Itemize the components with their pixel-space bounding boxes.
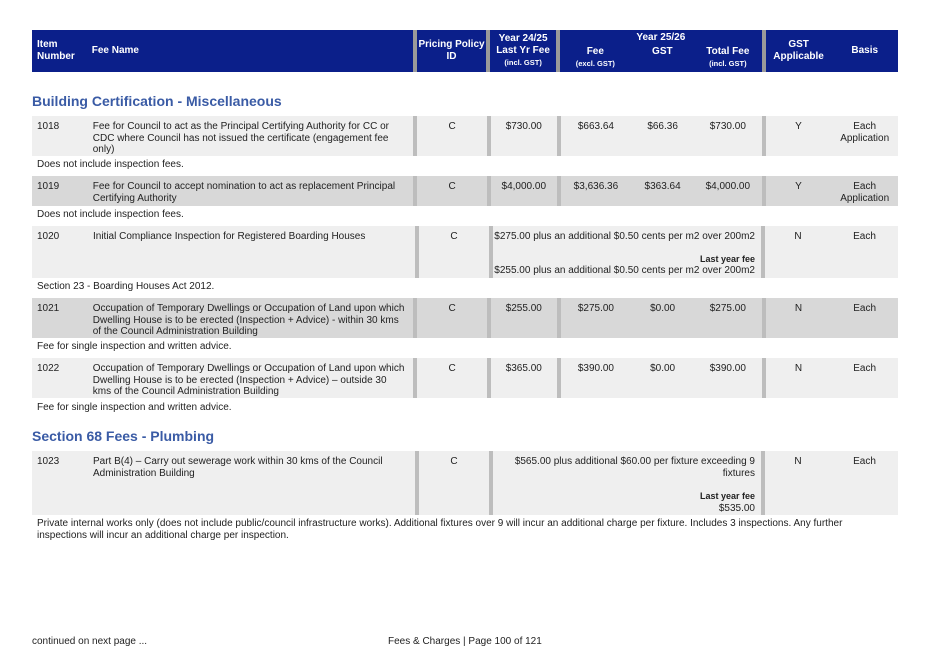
fee-name: Fee for Council to act as the Principal Certifying Authority for CC or CDC where Council has not issued the certificate (engagement fee only) xyxy=(92,121,389,155)
pricing-policy: C xyxy=(450,456,458,467)
gst-amount: $0.00 xyxy=(650,303,676,314)
basis: Each Application xyxy=(840,181,890,204)
section-title: Section 68 Fees - Plumbing xyxy=(32,428,215,444)
table-row xyxy=(32,298,898,338)
gst-applicable: Y xyxy=(795,181,802,192)
row-note: Section 23 - Boarding Houses Act 2012. xyxy=(32,280,898,293)
last-yr-fee: $255.00 xyxy=(505,303,542,314)
pricing-policy: C xyxy=(448,303,456,314)
last-year-fee-text: $535.00 xyxy=(718,502,755,514)
basis: Each xyxy=(853,363,877,374)
section-title: Building Certification - Miscellaneous xyxy=(32,93,282,109)
item-number: 1021 xyxy=(37,303,60,314)
fee-name: Part B(4) – Carry out sewerage work within 30 kms of the Council Administration Building xyxy=(93,456,383,479)
fee-excl-gst: $3,636.36 xyxy=(573,181,619,192)
row-note: Does not include inspection fees. xyxy=(32,208,898,221)
pricing-policy: C xyxy=(448,363,456,374)
row-note: Fee for single inspection and written advice. xyxy=(32,401,898,414)
fee-name: Initial Compliance Inspection for Registered Boarding Houses xyxy=(93,231,366,242)
fee-description: $565.00 plus additional $60.00 per fixture exceeding 9 fixtures Last year fee $535.00 xyxy=(493,451,761,515)
last-yr-fee: $365.00 xyxy=(505,363,542,374)
gst-amount: $66.36 xyxy=(647,121,678,132)
basis: Each xyxy=(853,231,876,242)
row-note: Fee for single inspection and written advice. xyxy=(32,340,898,353)
footer-continued: continued on next page ... xyxy=(32,636,148,647)
total-fee: $275.00 xyxy=(709,303,746,314)
fee-excl-gst: $275.00 xyxy=(577,303,614,314)
gst-amount: $363.64 xyxy=(644,181,681,192)
header-gst-applicable: GST Applicable xyxy=(766,30,832,72)
last-year-fee-label: Last year fee xyxy=(699,491,755,501)
table-header xyxy=(32,30,898,72)
header-gst: GST xyxy=(631,44,694,72)
item-number: 1020 xyxy=(37,231,60,242)
total-fee: $390.00 xyxy=(709,363,746,374)
row-note: Private internal works only (does not include public/council infrastructure works). Additional fixtures over 9 will incur an additional charge per fixture. Includes 3 inspections. Any further inspections will incur an additional charge per inspection. xyxy=(32,517,898,541)
last-yr-fee: $4,000.00 xyxy=(501,181,547,192)
header-pricing-policy: Pricing Policy ID xyxy=(417,30,487,72)
item-number: 1023 xyxy=(37,456,60,467)
header-total-fee: Total Fee (incl. GST) xyxy=(694,44,762,72)
header-last-yr-fee: Year 24/25 Last Yr Fee (incl. GST) xyxy=(490,30,556,72)
basis: Each xyxy=(853,303,877,314)
table-row xyxy=(32,226,898,278)
fee-name: Occupation of Temporary Dwellings or Occupation of Land upon which Dwelling House is to be erected (Inspection + Advice) - within 30 kms of the Council Administration Building xyxy=(92,303,405,337)
fee-excl-gst: $390.00 xyxy=(577,363,614,374)
header-year-current: Year 25/26 Fee (excl. GST) GST Total Fee (incl. GST) xyxy=(560,30,762,72)
last-year-fee-label: Last year fee xyxy=(699,253,755,264)
item-number: 1022 xyxy=(37,363,60,374)
total-fee: $730.00 xyxy=(709,121,746,132)
row-note: Does not include inspection fees. xyxy=(32,158,898,171)
gst-applicable: N xyxy=(794,363,803,374)
table-row xyxy=(32,358,898,398)
table-row xyxy=(32,116,898,156)
basis: Each xyxy=(853,456,876,467)
gst-applicable: N xyxy=(794,303,803,314)
total-fee: $4,000.00 xyxy=(705,181,751,192)
pricing-policy: C xyxy=(450,231,458,242)
fee-name: Occupation of Temporary Dwellings or Occupation of Land upon which Dwelling House is to be erected (Inspection + Advice) – outside 30 kms of the Council Administration Building xyxy=(92,363,405,397)
gst-applicable: N xyxy=(794,231,802,242)
item-number: 1019 xyxy=(37,181,60,192)
header-fee: Fee (excl. GST) xyxy=(560,44,631,72)
fee-description: $275.00 plus an additional $0.50 cents per m2 over 200m2 Last year fee $255.00 plus an additional $0.50 cents per m2 over 200m2 xyxy=(494,231,755,276)
table-row xyxy=(32,451,898,515)
last-yr-fee: $730.00 xyxy=(505,121,542,132)
footer-page-number: Fees & Charges | Page 100 of 121 xyxy=(388,636,542,647)
table-row xyxy=(32,176,898,206)
last-year-fee-text: $255.00 plus an additional $0.50 cents per m2 over 200m2 xyxy=(494,265,755,276)
gst-amount: $0.00 xyxy=(650,363,676,374)
header-item-number: Item Number xyxy=(32,30,84,72)
header-fee-name: Fee Name xyxy=(84,30,413,72)
basis: Each Application xyxy=(840,121,890,144)
header-basis: Basis xyxy=(831,30,898,72)
pricing-policy: C xyxy=(448,121,456,132)
gst-applicable: Y xyxy=(795,121,802,132)
pricing-policy: C xyxy=(448,181,456,192)
gst-applicable: N xyxy=(794,456,802,467)
fee-name: Fee for Council to accept nomination to act as replacement Principal Certifying Authority xyxy=(92,181,396,204)
item-number: 1018 xyxy=(37,121,60,132)
fee-excl-gst: $663.64 xyxy=(577,121,614,132)
